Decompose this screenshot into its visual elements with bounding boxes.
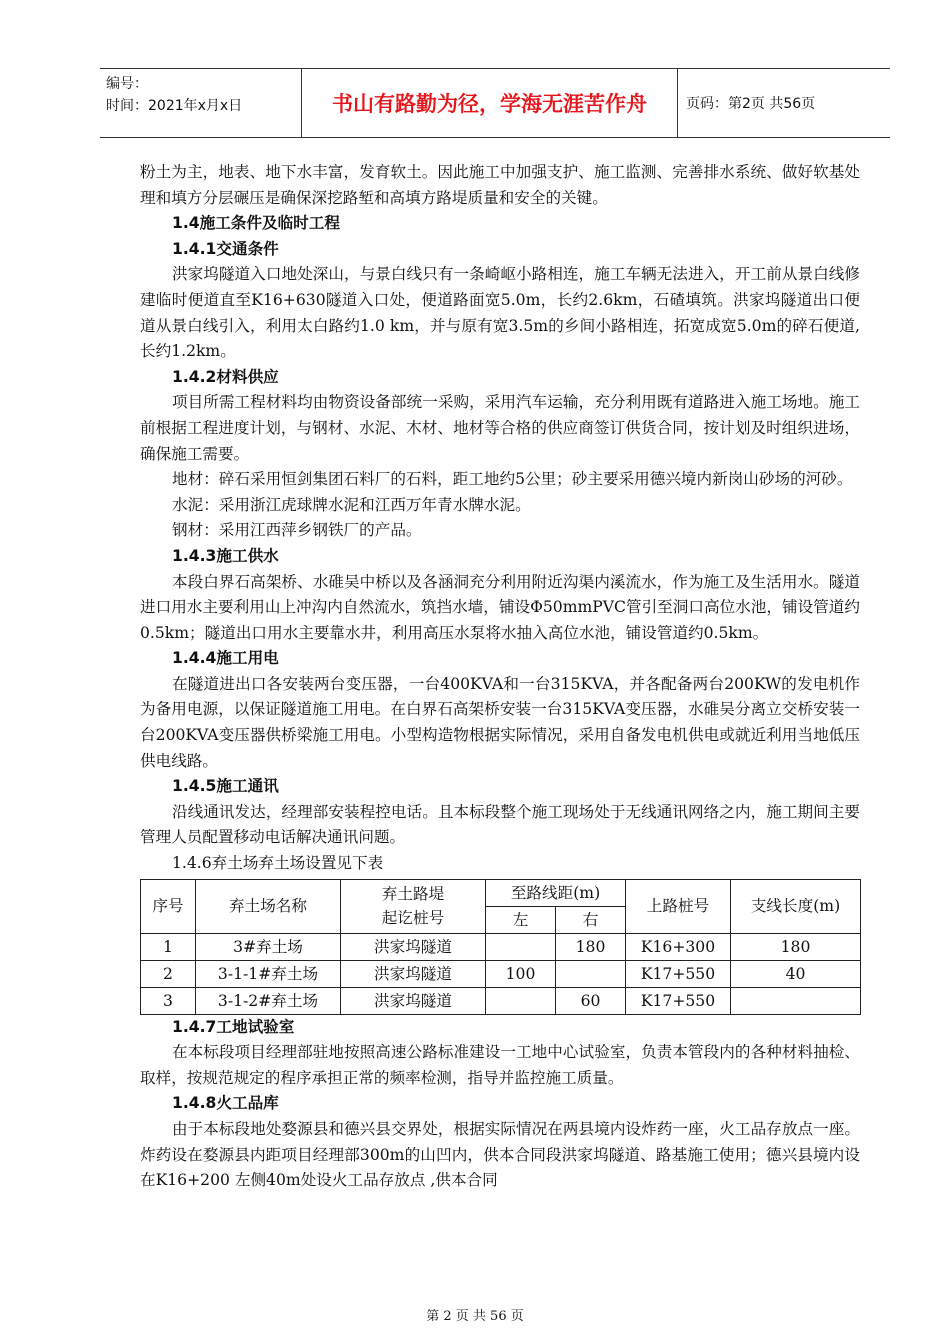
paragraph: 本段白界石高架桥、水碓吴中桥以及各涵洞充分利用附近沟渠内溪流水，作为施工及生活用水。隧道进口用水主要利用山上冲沟内自然流水，筑挡水墙，铺设Φ50mmPVC管引至洞口高位水池，铺设管道约0.5km；隧道出口用水主要靠水井，利用高压水泵将水抽入高位水池，铺设管道约0.5km。 [140,572,860,642]
time-label: 时间：2021年x月x日 [106,98,243,114]
cell-seq: 3 [141,987,196,1014]
paragraph: 在隧道进出口各安装两台变压器，一台400KVA和一台315KVA，并各配备两台200KW的发电机作为备用电源，以保证隧道施工用电。在白界石高架桥安装一台315KVA变压器，水碓吴分离立交桥安装一台200KVA变压器供桥梁施工用电。小型构造物根据实际情况，采用自备发电机供电或就近利用当地低压供电线路。 [140,674,860,770]
cell-road: K17+550 [626,987,731,1014]
paragraph: 在本标段项目经理部驻地按照高速公路标准建设一工地中心试验室，负责本管段内的各种材料抽检、取样，按规范规定的程序承担正常的频率检测，指导并监控施工质量。 [140,1043,860,1087]
cell-seq: 2 [141,960,196,987]
section-heading: 1.4施工条件及临时工程 [172,214,340,233]
cell-name: 3-1-1#弃土场 [196,960,341,987]
cell-seq: 1 [141,933,196,960]
cell-road: K17+550 [626,960,731,987]
th-left: 左 [486,906,556,933]
paragraph: 沿线通讯发达，经理部安装程控电话。且本标段整个施工现场处于无线通讯网络之内，施工期间主要管理人员配置移动电话解决通讯问题。 [140,802,860,847]
paragraph: 地材：碎石采用恒剑集团石料厂的石料，距工地约5公里；砂主要采用德兴境内新岗山砂场的河砂。 [172,470,853,489]
cell-left [486,987,556,1014]
th-name: 弃土场名称 [196,879,341,933]
cell-station: 洪家坞隧道 [341,987,486,1014]
cell-name: 3#弃土场 [196,933,341,960]
body-section-1 [140,160,860,851]
cell-right: 180 [556,933,626,960]
header-page-info: 页码：第2页 共56页 [686,96,816,112]
cell-right: 60 [556,987,626,1014]
section-heading: 1.4.2材料供应 [172,367,279,386]
paragraph: 钢材：采用江西萍乡钢铁厂的产品。 [172,521,422,540]
cell-left [486,933,556,960]
cell-branch: 40 [731,960,861,987]
cell-right [556,960,626,987]
th-right: 右 [556,906,626,933]
code-label: 编号： [106,76,148,92]
section-heading: 1.4.4施工用电 [172,649,279,668]
spoil-site-table [140,879,861,1015]
section-heading: 1.4.5施工通讯 [172,777,279,796]
section-heading: 1.4.8火工品库 [172,1094,279,1113]
th-distance: 至路线距(m) [486,879,626,906]
header-motto: 书山有路勤为径，学海无涯苦作舟 [302,69,678,137]
paragraph: 洪家坞隧道入口地处深山，与景白线只有一条崎岖小路相连，施工车辆无法进入，开工前从景白线修建临时便道直至K16+630隧道入口处，便道路面宽5.0m，长约2.6km，石碴填筑。洪家坞隧道出口便道从景白线引入，利用太白路约1.0 km，并与原有宽3.5m的乡间小路相连，拓宽成宽5.0m的碎石便道,长约1.2km。 [140,265,860,361]
cell-station: 洪家坞隧道 [341,960,486,987]
paragraph: 由于本标段地处婺源县和德兴县交界处，根据实际情况在两县境内设炸药一座，火工品存放点一座。炸药设在婺源县内距项目经理部300m的山凹内，供本合同段洪家坞隧道、路基施工使用；德兴县境内设在K16+200 左侧40m处设火工品存放点 ,供本合同 [140,1120,860,1190]
cell-road: K16+300 [626,933,731,960]
th-station-line1: 弃土路堤 [381,885,445,904]
th-branch-length: 支线长度(m) [731,879,861,933]
cell-branch: 180 [731,933,861,960]
cell-name: 3-1-2#弃土场 [196,987,341,1014]
paragraph: 项目所需工程材料均由物资设备部统一采购，采用汽车运输，充分利用既有道路进入施工场地。施工前根据工程进度计划，与钢材、水泥、木材、地材等合格的供应商签订供货合同，按计划及时组织进场，确保施工需要。 [140,393,860,463]
document-body [140,160,860,1194]
table-row [141,987,861,1014]
table-caption: 1.4.6弃土场弃土场设置见下表 [172,854,384,873]
section-heading: 1.4.1交通条件 [172,239,279,258]
body-section-2 [140,1015,860,1194]
table-row [141,933,861,960]
page-footer: 第 2 页 共 56 页 [426,1309,524,1324]
paragraph: 水泥：采用浙江虎球牌水泥和江西万年青水牌水泥。 [172,495,531,514]
th-road-station: 上路桩号 [626,879,731,933]
table-row [141,960,861,987]
section-heading: 1.4.7工地试验室 [172,1017,295,1036]
paragraph: 粉土为主，地表、地下水丰富，发育软土。因此施工中加强支护、施工监测、完善排水系统、做好软基处理和填方分层碾压是确保深挖路堑和高填方路堤质量和安全的关键。 [140,163,860,207]
cell-left: 100 [486,960,556,987]
table-body [141,933,861,1014]
page-header [100,68,890,138]
th-seq: 序号 [141,879,196,933]
th-station [341,879,486,933]
cell-branch [731,987,861,1014]
section-heading: 1.4.3施工供水 [172,546,279,565]
cell-station: 洪家坞隧道 [341,933,486,960]
th-station-line2: 起讫桩号 [381,909,445,928]
header-meta [100,69,302,137]
